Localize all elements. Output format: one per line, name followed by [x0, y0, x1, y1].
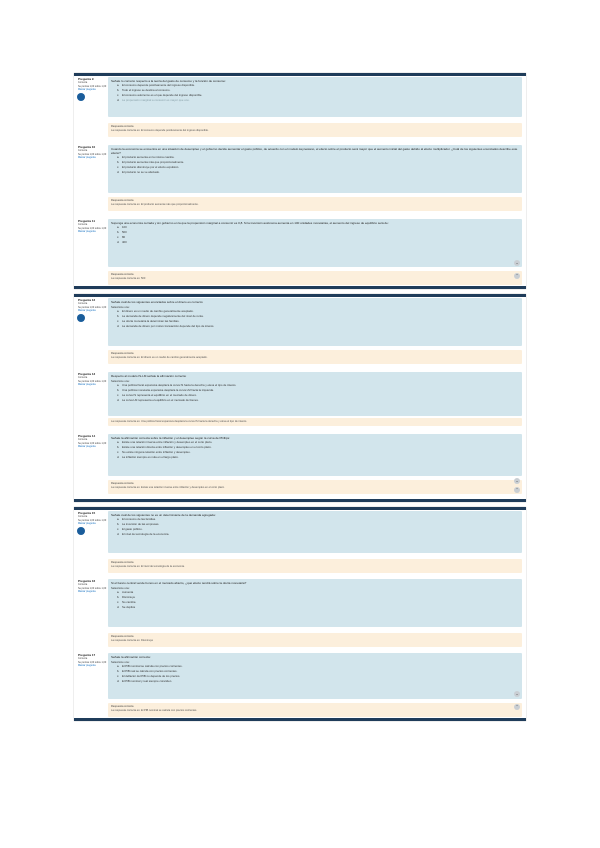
question-text: Señale la afirmación correcta: [111, 655, 151, 659]
answer-option[interactable]: b. Existe una relación directa entre inflación y desempleo en el corto plazo. [117, 445, 212, 449]
question-status: Correcta [78, 223, 88, 227]
question-grade: Se puntúa 1,00 sobre 1,00 [78, 226, 107, 230]
quiz-page-3 [74, 507, 526, 721]
feedback-text: La respuesta correcta es: El nivel de tecnología de la economía. [111, 565, 185, 568]
chevron-icon[interactable]: ⌄ [515, 478, 519, 483]
answer-option[interactable]: b. Todo el ingreso se destina al consumo. [117, 88, 171, 92]
top-bar [74, 507, 526, 510]
flag-question-link[interactable]: Marcar pregunta [78, 309, 96, 313]
question-number: Pregunta 15 [78, 511, 96, 515]
answer-option[interactable]: c. 80 [117, 235, 126, 239]
quiz-page-1 [74, 73, 526, 289]
chevron-icon[interactable]: ⌄ [515, 260, 519, 265]
question-content [108, 298, 522, 346]
question-status: Correcta [78, 149, 88, 153]
question-block [74, 434, 526, 500]
question-number: Pregunta 13 [78, 372, 96, 376]
feedback-text: La respuesta correcta es: El PIB nominal se calcula con precios corrientes. [111, 709, 198, 712]
feedback-text: La respuesta correcta es: El producto aumenta más que proporcionalmente. [111, 203, 199, 206]
answer-option[interactable]: d. La curva LM representa el equilibrio en el mercado de bienes. [117, 398, 199, 402]
flag-question-link[interactable]: Marcar pregunta [78, 445, 96, 449]
question-grade: Se puntúa 1,00 sobre 1,00 [78, 379, 107, 383]
select-one-label: Seleccione una: [111, 587, 130, 590]
answer-option[interactable]: c. El consumo autónomo es el que depende del ingreso disponible. [117, 93, 203, 97]
chevron-icon[interactable]: ⌃ [515, 273, 519, 278]
question-grade: Se puntúa 1,00 sobre 1,00 [78, 518, 107, 522]
question-content [108, 511, 522, 553]
question-status: Correcta [78, 302, 88, 306]
feedback-title: Respuesta correcta [111, 561, 134, 564]
answer-option[interactable]: c. El gasto público. [117, 527, 143, 531]
top-bar [74, 294, 526, 297]
question-text: Señale lo correcto respecto a la teoría del gasto de consumo y la función de consumo: [111, 79, 226, 83]
question-block [74, 145, 526, 215]
question-number: Pregunta 9 [78, 77, 94, 81]
answer-option[interactable]: b. El producto aumenta más que proporcionalmente. [117, 160, 185, 164]
quiz-page-2 [74, 294, 526, 502]
answer-option[interactable]: b. La demanda de dinero depende negativamente del nivel de renta. [117, 314, 204, 318]
feedback-title: Respuesta correcta [111, 125, 134, 128]
flag-question-link[interactable]: Marcar pregunta [78, 88, 96, 92]
question-block [74, 372, 526, 428]
flag-question-link[interactable]: Marcar pregunta [78, 230, 96, 234]
question-content [108, 219, 522, 267]
answer-option[interactable]: b. Una política monetaria expansiva desplaza la curva LM hacia la izquierda. [117, 388, 214, 392]
question-info [78, 78, 108, 92]
question-status: Correcta [78, 81, 88, 85]
question-text: Señale la afirmación correcta sobre la inflación y el desempleo según la curva de Phillips: [111, 436, 230, 440]
answer-option[interactable]: d. La propensión marginal a consumir es mayor que uno. [117, 98, 190, 102]
answer-option[interactable]: a. Existe una relación inversa entre inflación y desempleo en el corto plazo. [117, 440, 213, 444]
bottom-bar [74, 499, 526, 502]
feedback-box [108, 633, 522, 647]
question-text: Suponga una economía cerrada y sin gobierno en la que la propensión marginal a consumir es 0,8. Si la inversión autónoma aumenta en 100 unidades monetarias, el aumento del ingreso de equilibrio será de: [111, 221, 389, 225]
feedback-box [108, 350, 522, 364]
question-content [108, 77, 522, 117]
question-block [74, 653, 526, 719]
question-block [74, 511, 526, 575]
chevron-icon[interactable]: ⌄ [515, 691, 519, 696]
feedback-title: Respuesta correcta [111, 352, 134, 355]
question-grade: Se puntúa 1,00 sobre 1,00 [78, 441, 107, 445]
flag-question-link[interactable]: Marcar pregunta [78, 664, 96, 668]
feedback-text: La respuesta correcta es: El dinero es un medio de cambio generalmente aceptado. [111, 356, 208, 359]
question-block [74, 219, 526, 287]
bottom-bar [74, 718, 526, 721]
feedback-box [108, 418, 522, 426]
answer-option[interactable]: a. Una política fiscal expansiva desplaza la curva IS hacia la derecha y eleva el tipo de interés. [117, 383, 237, 387]
select-one-label: Seleccione una: [111, 306, 130, 309]
top-bar [74, 73, 526, 76]
feedback-title: Respuesta correcta [111, 705, 134, 708]
question-content [108, 372, 522, 416]
answer-option[interactable]: b. 500 [117, 230, 127, 234]
select-one-label: Seleccione una: [111, 661, 130, 664]
question-block [74, 298, 526, 368]
bottom-bar [74, 286, 526, 289]
question-grade: Se puntúa 1,00 sobre 1,00 [78, 660, 107, 664]
question-number: Pregunta 10 [78, 145, 96, 149]
flag-question-link[interactable]: Marcar pregunta [78, 156, 96, 160]
nav-badge-icon[interactable] [77, 93, 85, 101]
question-text: Respecto al modelo IS-LM señale la afirmación correcta: [111, 374, 187, 378]
question-info [78, 373, 108, 387]
question-content [108, 579, 522, 627]
question-info [78, 146, 108, 160]
answer-option[interactable]: c. No cambia [117, 600, 136, 604]
answer-option[interactable]: c. No existe ninguna relación entre inflación y desempleo. [117, 450, 191, 454]
answer-option[interactable]: d. Se duplica [117, 605, 136, 609]
feedback-text: La respuesta correcta es: Una política fiscal expansiva desplaza la curva IS hacia la derecha y eleva el tipo de interés. [111, 420, 247, 423]
answer-option[interactable]: c. La curva IS representa el equilibrio en el mercado de dinero. [117, 393, 197, 397]
answer-option[interactable]: d. El producto no se ve afectado. [117, 170, 160, 174]
answer-option[interactable]: a. Aumenta [117, 590, 134, 594]
flag-question-link[interactable]: Marcar pregunta [78, 522, 96, 526]
question-status: Correcta [78, 376, 88, 380]
answer-option[interactable]: a. El producto aumenta en la misma cuantía. [117, 155, 175, 159]
feedback-box [108, 480, 522, 494]
flag-question-link[interactable]: Marcar pregunta [78, 590, 96, 594]
feedback-title: Respuesta correcta [111, 273, 134, 276]
feedback-box [108, 703, 522, 717]
feedback-title: Respuesta correcta [111, 482, 134, 485]
question-grade: Se puntúa 1,00 sobre 1,00 [78, 305, 107, 309]
feedback-title: Respuesta correcta [111, 199, 134, 202]
answer-option[interactable]: a. El dinero es un medio de cambio generalmente aceptado. [117, 309, 194, 313]
question-info [78, 220, 108, 234]
question-content [108, 145, 522, 193]
question-info [78, 580, 108, 594]
question-info [78, 435, 108, 449]
flag-question-link[interactable]: Marcar pregunta [78, 383, 96, 387]
question-text: Señale cuál de los siguientes enunciados sobre el dinero es correcto: [111, 300, 204, 304]
question-status: Correcta [78, 657, 88, 661]
answer-option[interactable]: a. El consumo de las familias. [117, 517, 156, 521]
feedback-box [108, 271, 522, 285]
question-text: Si el banco central vende bonos en el mercado abierto, ¿qué efecto tendrá sobre la oferta monetaria? [111, 581, 247, 585]
question-number: Pregunta 11 [78, 219, 96, 223]
question-content [108, 434, 522, 476]
feedback-title: Respuesta correcta [111, 635, 134, 638]
question-number: Pregunta 16 [78, 579, 96, 583]
answer-option[interactable]: d. La demanda de dinero por motivo transacción depende del tipo de interés. [117, 324, 215, 328]
answer-option[interactable]: d. El PIB nominal y real siempre coinciden. [117, 679, 173, 683]
question-status: Correcta [78, 515, 88, 519]
feedback-text: La respuesta correcta es: Disminuye [111, 639, 154, 642]
select-one-label: Seleccione una: [111, 380, 130, 383]
answer-option[interactable]: d. La inflación siempre es nula en el largo plazo. [117, 455, 179, 459]
question-number: Pregunta 14 [78, 434, 96, 438]
feedback-text: La respuesta correcta es: 500 [111, 277, 146, 280]
feedback-text: La respuesta correcta es: El consumo depende positivamente del ingreso disponible. [111, 129, 209, 132]
chevron-icon[interactable]: ⌃ [515, 704, 519, 709]
question-info [78, 299, 108, 313]
feedback-box [108, 197, 522, 211]
question-info [78, 512, 108, 526]
answer-option[interactable]: c. La oferta monetaria la determinan las familias. [117, 319, 180, 323]
answer-option[interactable]: c. El deflactor del PIB no depende de los precios. [117, 674, 181, 678]
question-number: Pregunta 12 [78, 298, 96, 302]
question-text: Cuando la economía se encuentra en una situación de desempleo y el gobierno decide aumentar el gasto público, de acuerdo con el modelo keynesiano, el efecto sobre el producto será mayor que el aumento inicial del gasto debido al efecto multiplicador. ¿Cuál de los siguientes enunciados describe este efecto? [111, 147, 518, 155]
question-block [74, 77, 526, 139]
chevron-icon[interactable]: ⌃ [515, 487, 519, 492]
question-status: Correcta [78, 583, 88, 587]
feedback-text: La respuesta correcta es: Existe una relación inversa entre inflación y desempleo en el corto plazo. [111, 486, 225, 489]
answer-option[interactable]: a. El consumo depende positivamente del ingreso disponible. [117, 83, 195, 87]
answer-option[interactable]: c. El producto disminuye por el efecto expulsión. [117, 165, 180, 169]
question-grade: Se puntúa 1,00 sobre 1,00 [78, 84, 107, 88]
feedback-box [108, 123, 522, 137]
answer-option[interactable]: b. Disminuye [117, 595, 136, 599]
question-text: Señale cuál de los siguientes no es un determinante de la demanda agregada: [111, 513, 216, 517]
question-grade: Se puntúa 1,00 sobre 1,00 [78, 152, 107, 156]
answer-option[interactable]: d. 400 [117, 240, 127, 244]
answer-option[interactable]: b. La inversión de las empresas. [117, 522, 160, 526]
question-info [78, 654, 108, 668]
question-block [74, 579, 526, 649]
answer-option[interactable]: a. 100 [117, 225, 127, 229]
nav-badge-icon[interactable] [77, 527, 85, 535]
nav-badge-icon[interactable] [77, 314, 85, 322]
answer-option[interactable]: a. El PIB nominal se calcula con precios corrientes. [117, 664, 183, 668]
question-grade: Se puntúa 1,00 sobre 1,00 [78, 586, 107, 590]
question-status: Correcta [78, 438, 88, 442]
question-content [108, 653, 522, 699]
answer-option[interactable]: d. El nivel de tecnología de la economía. [117, 532, 170, 536]
answer-option[interactable]: b. El PIB real se calcula con precios corrientes. [117, 669, 178, 673]
question-number: Pregunta 17 [78, 653, 96, 657]
feedback-box [108, 559, 522, 573]
